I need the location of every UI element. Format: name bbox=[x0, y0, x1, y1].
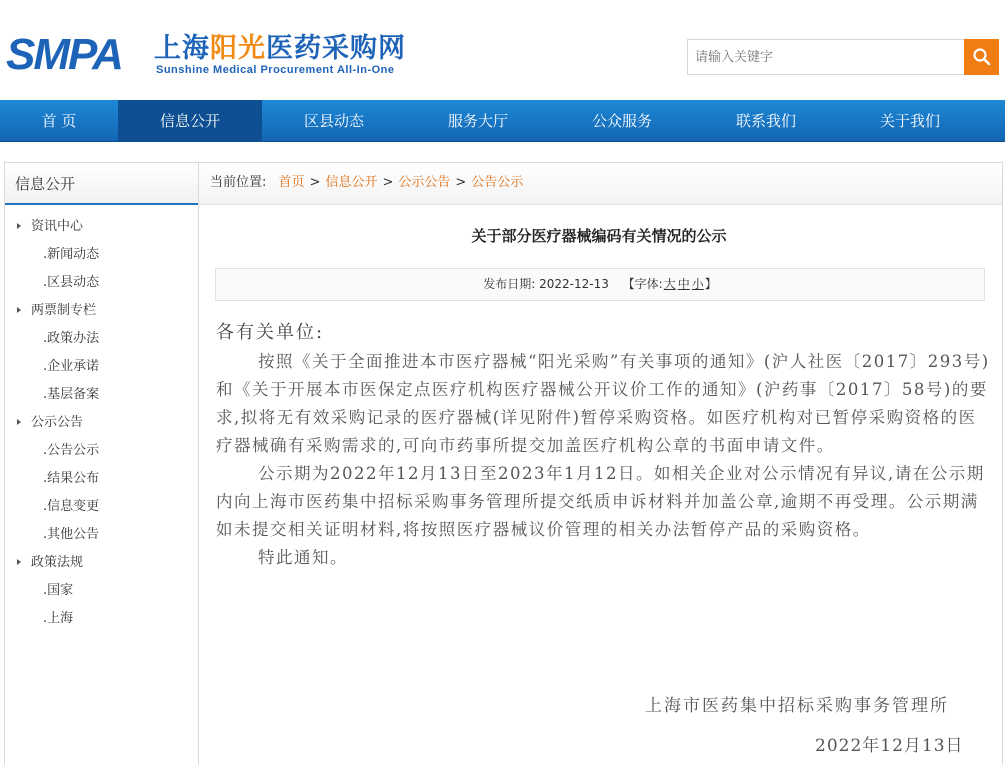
nav-item-public-service[interactable]: 公众服务 bbox=[591, 112, 652, 130]
nav-item-contact-us[interactable]: 联系我们 bbox=[735, 112, 796, 130]
publish-date-label: 发布日期: bbox=[483, 277, 536, 291]
publish-date: 2022-12-13 bbox=[539, 277, 609, 291]
breadcrumb-link-info-disclosure[interactable]: 信息公开 bbox=[325, 175, 378, 190]
breadcrumb-separator: > bbox=[309, 175, 321, 190]
sidebar-item-national[interactable]: .国家 bbox=[43, 583, 74, 598]
search-button[interactable] bbox=[964, 39, 999, 75]
sidebar-item-shanghai[interactable]: .上海 bbox=[43, 611, 74, 626]
sidebar-item-policies[interactable]: .政策办法 bbox=[43, 331, 100, 346]
search-input[interactable] bbox=[687, 39, 964, 75]
triangle-right-icon bbox=[17, 559, 21, 565]
search-box bbox=[687, 39, 999, 75]
nav-item-about-us[interactable]: 关于我们 bbox=[879, 112, 940, 130]
sidebar-title: 信息公开 bbox=[5, 163, 198, 205]
font-size-label: 【字体: bbox=[622, 277, 663, 291]
article-signature-date: 2022年12月13日 bbox=[815, 736, 964, 756]
sidebar-item-other-notices[interactable]: .其他公告 bbox=[43, 527, 100, 542]
logo-smpa-text: SMPA bbox=[6, 30, 122, 79]
article-meta bbox=[215, 268, 985, 301]
triangle-right-icon bbox=[17, 223, 21, 229]
sidebar-item-info-changes[interactable]: .信息变更 bbox=[43, 499, 100, 514]
sidebar-item-grassroots-filing[interactable]: .基层备案 bbox=[43, 387, 100, 402]
main-content bbox=[199, 162, 1003, 765]
article-body bbox=[216, 318, 991, 572]
sidebar-item-news[interactable]: .新闻动态 bbox=[43, 247, 100, 262]
sidebar-item-enterprise-commitment[interactable]: .企业承诺 bbox=[43, 359, 100, 374]
sidebar-category-two-invoice[interactable] bbox=[5, 297, 198, 325]
sidebar-item-district-news[interactable]: .区县动态 bbox=[43, 275, 100, 290]
breadcrumb-separator: > bbox=[382, 175, 394, 190]
sidebar-category-label: 公示公告 bbox=[31, 415, 84, 430]
article-paragraph: 按照《关于全面推进本市医疗器械“阳光采购”有关事项的通知》(沪人社医〔2017〕293号)和《关于开展本市医保定点医疗机构医疗器械公开议价工作的通知》(沪药事〔2017〕58号)的要求,拟将无有效采购记录的医疗器械(详见附件)暂停采购资格。如医疗机构对已暂停采购资格的医疗器械确有采购需求的,可向市药事所提交加盖医疗机构公章的书面申请文件。 bbox=[216, 352, 990, 455]
sidebar-category-news-center[interactable] bbox=[5, 213, 198, 241]
font-size-close: 】 bbox=[704, 277, 717, 291]
breadcrumb-link-public-notices[interactable]: 公告公示 bbox=[471, 175, 524, 190]
triangle-right-icon bbox=[17, 419, 21, 425]
nav-item-info-disclosure[interactable]: 信息公开 bbox=[118, 100, 262, 142]
sidebar-category-label: 政策法规 bbox=[31, 555, 84, 570]
nav-item-service-hall[interactable]: 服务大厅 bbox=[447, 112, 508, 130]
font-size-large-link[interactable]: 大 bbox=[663, 277, 676, 291]
sidebar-category-regulations[interactable] bbox=[5, 549, 198, 577]
logo-cn-suffix: 医药采购网 bbox=[266, 33, 406, 64]
article-paragraph: 特此通知。 bbox=[258, 548, 348, 567]
nav-item-home[interactable]: 首 页 bbox=[41, 112, 77, 130]
sidebar-item-results[interactable]: .结果公布 bbox=[43, 471, 100, 486]
breadcrumb-link-announcements[interactable]: 公示公告 bbox=[398, 175, 451, 190]
breadcrumb-separator: > bbox=[455, 175, 467, 190]
sidebar bbox=[4, 162, 199, 765]
breadcrumb bbox=[199, 163, 1002, 205]
search-icon bbox=[972, 47, 992, 67]
breadcrumb-prefix: 当前位置: bbox=[210, 175, 267, 190]
font-size-small-link[interactable]: 小 bbox=[691, 277, 704, 291]
breadcrumb-link-home[interactable]: 首页 bbox=[278, 175, 305, 190]
logo-cn-prefix: 上海 bbox=[154, 33, 210, 64]
triangle-right-icon bbox=[17, 307, 21, 313]
sidebar-category-announcements[interactable] bbox=[5, 409, 198, 437]
article-salutation: 各有关单位: bbox=[216, 322, 325, 343]
sidebar-list bbox=[5, 205, 198, 633]
font-size-medium-link[interactable]: 中 bbox=[677, 277, 690, 291]
main-nav bbox=[0, 100, 1005, 142]
logo-chinese-name bbox=[154, 34, 406, 64]
logo-cn-highlight: 阳光 bbox=[210, 33, 266, 64]
article-title: 关于部分医疗器械编码有关情况的公示 bbox=[471, 227, 727, 245]
sidebar-item-public-notices[interactable]: .公告公示 bbox=[43, 443, 100, 458]
nav-item-district-news[interactable]: 区县动态 bbox=[303, 112, 364, 130]
sidebar-category-label: 资讯中心 bbox=[31, 219, 84, 234]
article-paragraph: 公示期为2022年12月13日至2023年1月12日。如相关企业对公示情况有异议,请在公示期内向上海市医药集中招标采购事务管理所提交纸质申诉材料并加盖公章,逾期不再受理。公示期满如未提交相关证明材料,将按照医疗器械议价管理的相关办法暂停产品的采购资格。 bbox=[216, 464, 985, 539]
site-header bbox=[0, 0, 1005, 100]
sidebar-category-label: 两票制专栏 bbox=[31, 303, 97, 318]
logo-english-name: Sunshine Medical Procurement All-In-One bbox=[156, 64, 395, 76]
article-signature-org: 上海市医药集中招标采购事务管理所 bbox=[645, 696, 949, 716]
